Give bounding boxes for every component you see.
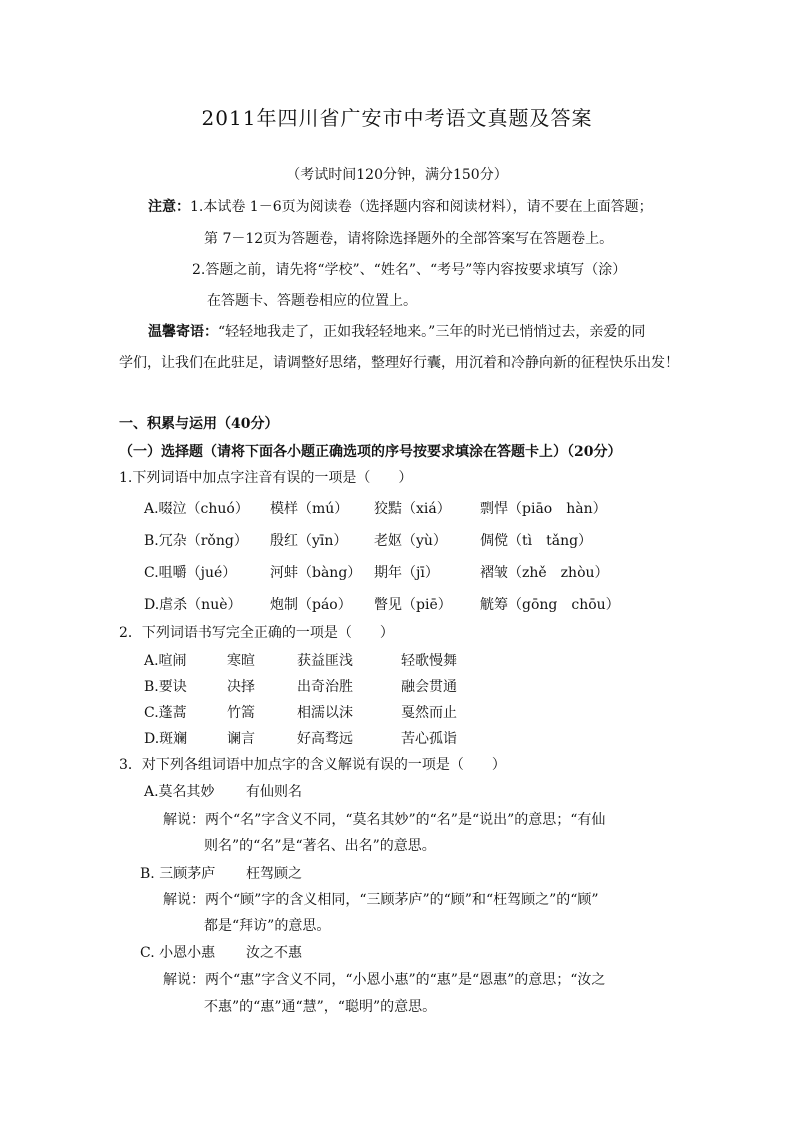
q1-word: 剽悍（piāo hàn） <box>480 501 607 517</box>
notice-item2-line2: 在答题卡、答题卷相应的位置上。 <box>207 293 417 309</box>
notice-item2-line1: 2.答题之前，请先将“学校”、“姓名”、“考号”等内容按要求填写（涂） <box>192 262 627 278</box>
q3-option-pair: 枉驾顾之 <box>246 866 302 882</box>
q1-option: D.虐杀（nuè） <box>144 597 242 613</box>
notice-label: 注意： <box>148 199 190 215</box>
q3-option-pair: 有仙则名 <box>246 784 302 800</box>
q1-word: 模样（mú） <box>270 501 349 517</box>
q2-option: B.要诀 <box>144 679 187 695</box>
q2-option: D.斑斓 <box>144 731 188 747</box>
q2-word: 轻歌慢舞 <box>401 653 457 669</box>
q2-word: 出奇治胜 <box>297 679 353 695</box>
q1-word: 老妪（yù） <box>374 533 447 549</box>
q2-word: 戛然而止 <box>401 705 457 721</box>
q1-word: 河蚌（bàng） <box>270 565 362 581</box>
q3-a-explanation-2: 则名”的“名”是“著名、出名”的意思。 <box>204 838 436 854</box>
q2-option: C.蓬蒿 <box>144 705 187 721</box>
q2-word: 决择 <box>227 679 255 695</box>
q3-option-pair: 汝之不惠 <box>246 945 302 961</box>
exam-info: （考试时间120分钟，满分150分） <box>286 167 508 183</box>
q1-word: 期年（jī） <box>374 565 439 581</box>
q2-word: 谰言 <box>227 731 255 747</box>
page-title: 2011年四川省广安市中考语文真题及答案 <box>201 106 593 130</box>
q2-option: A.喧闹 <box>144 653 187 669</box>
q3-c-explanation-2: 不惠”的“惠”通“慧”，“聪明”的意思。 <box>204 999 437 1015</box>
q1-word: 倜傥（tì tǎng） <box>480 533 593 549</box>
q3-a-explanation-1: 解说：两个“名”字含义不同，“莫名其妙”的“名”是“说出”的意思；“有仙 <box>163 812 606 828</box>
q2-word: 相濡以沫 <box>297 705 353 721</box>
reminder-text-1: “轻轻地我走了，正如我轻轻地来。”三年的时光已悄悄过去，亲爱的同 <box>218 324 646 340</box>
section1-heading: 一、积累与运用（40分） <box>119 416 279 432</box>
q3-b-explanation-1: 解说：两个“顾”字的含义相同，“三顾茅庐”的“顾”和“枉驾顾之”的“顾” <box>163 892 599 908</box>
q1-word: 炮制（páo） <box>270 597 352 613</box>
q3-option-label: A.莫名其妙 <box>144 784 215 800</box>
q3-stem: 3．对下列各组词语中加点字的含义解说有误的一项是（ ） <box>119 757 506 773</box>
q1-stem: 1.下列词语中加点字注音有误的一项是（ ） <box>119 470 413 486</box>
q2-stem: 2．下列词语书写完全正确的一项是（ ） <box>119 625 394 641</box>
q1-word: 褶皱（zhě zhòu） <box>480 565 609 581</box>
q1-option: A.啜泣（chuó） <box>144 501 249 517</box>
reminder-label: 温馨寄语： <box>148 324 218 340</box>
q1-option: B.冗杂（rǒng） <box>144 533 248 549</box>
q1-word: 觥筹（gōng chōu） <box>480 597 620 613</box>
notice-item1-line2: 第 7－12页为答题卷，请将除选择题外的全部答案写在答题卷上。 <box>204 231 614 247</box>
q2-word: 融会贯通 <box>401 679 457 695</box>
q2-word: 苦心孤诣 <box>401 731 457 747</box>
notice-line-1 <box>148 197 653 217</box>
notice-item1-line1: 1.本试卷 1－6页为阅读卷（选择题内容和阅读材料），请不要在上面答题； <box>190 199 653 215</box>
section1-subheading: （一）选择题（请将下面各小题正确选项的序号按要求填涂在答题卡上）（20分） <box>119 444 622 460</box>
q1-word: 瞥见（piē） <box>374 597 452 613</box>
q3-c-explanation-1: 解说：两个“惠”字含义不同，“小恩小惠”的“惠”是“恩惠”的意思；“汝之 <box>163 972 606 988</box>
reminder-line-1 <box>148 322 645 342</box>
q2-word: 竹篙 <box>227 705 255 721</box>
q2-word: 好高骛远 <box>297 731 353 747</box>
q3-option-label: C. 小恩小惠 <box>140 945 216 961</box>
q1-option: C.咀嚼（jué） <box>144 565 237 581</box>
q1-word: 狡黠（xiá） <box>374 501 451 517</box>
q2-word: 获益匪浅 <box>297 653 353 669</box>
q3-option-label: B. 三顾茅庐 <box>140 866 216 882</box>
reminder-line-2: 学们，让我们在此驻足，请调整好思绪，整理好行囊，用沉着和冷静向新的征程快乐出发！ <box>119 355 679 371</box>
q2-word: 寒暄 <box>227 653 255 669</box>
q1-word: 殷红（yīn） <box>270 533 348 549</box>
q3-b-explanation-2: 都是“拜访”的意思。 <box>204 918 331 934</box>
